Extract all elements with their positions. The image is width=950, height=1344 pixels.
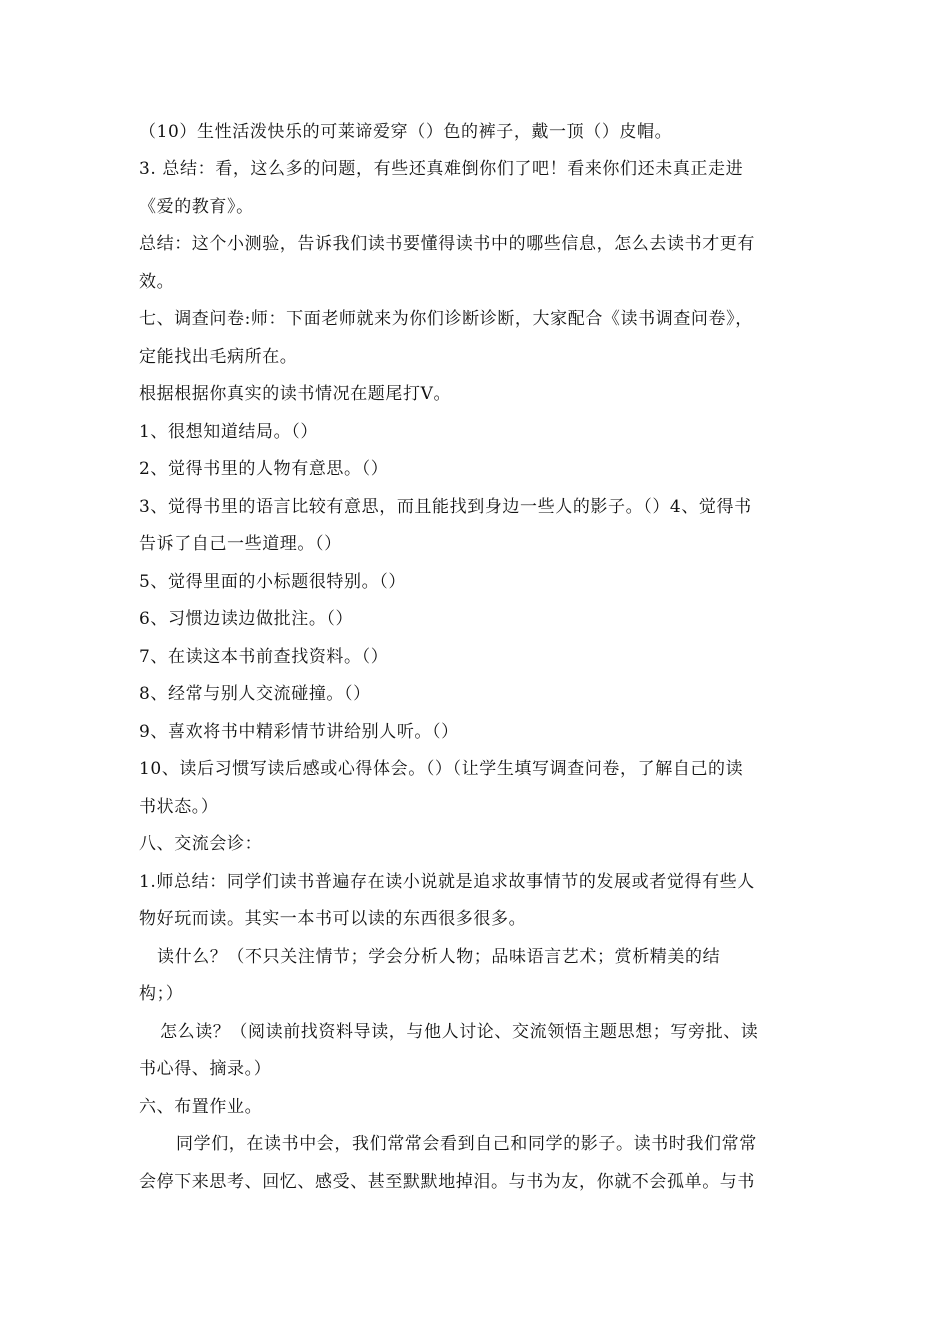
survey-item: 8、经常与别人交流碰撞。（） (139, 684, 371, 704)
instruction-line: 根据根据你真实的读书情况在题尾打V。 (139, 384, 452, 404)
survey-item: 6、习惯边读边做批注。（） (139, 609, 354, 629)
text-line: 构；） (139, 984, 184, 1004)
text-line: 书心得、摘录。） (139, 1059, 272, 1079)
paragraph-line: 会停下来思考、回忆、感受、甚至默默地掉泪。与书为友，你就不会孤单。与书 (139, 1172, 755, 1192)
text-line: 总结：这个小测验，告诉我们读书要懂得读书中的哪些信息，怎么去读书才更有 (139, 234, 755, 254)
text-line: 怎么读？（阅读前找资料导读，与他人讨论、交流领悟主题思想；写旁批、读 (160, 1022, 759, 1042)
survey-item: 1、很想知道结局。（） (139, 422, 318, 442)
text-line: 定能找出毛病所在。 (139, 347, 298, 367)
survey-item: 3、觉得书里的语言比较有意思，而且能找到身边一些人的影子。（）4、觉得书 (139, 497, 752, 517)
text-line: 效。 (139, 272, 175, 292)
survey-item: 告诉了自己一些道理。（） (139, 534, 342, 554)
text-line: 3. 总结：看，这么多的问题，有些还真难倒你们了吧！看来你们还未真正走进 (139, 159, 744, 179)
text-line: 《爱的教育》。 (139, 197, 254, 217)
text-line: 1.师总结：同学们读书普遍存在读小说就是追求故事情节的发展或者觉得有些人 (139, 872, 755, 892)
text-line: （10）生性活泼快乐的可莱谛爱穿（）色的裤子，戴一顶（）皮帽。 (139, 122, 673, 142)
text-line: 读什么？（不只关注情节；学会分析人物；品味语言艺术；赏析精美的结 (157, 947, 721, 967)
survey-item: 5、觉得里面的小标题很特别。（） (139, 572, 406, 592)
text-line: 物好玩而读。其实一本书可以读的东西很多很多。 (139, 909, 527, 929)
survey-item: 7、在读这本书前查找资料。（） (139, 647, 389, 667)
section-heading: 七、调查问卷:师：下面老师就来为你们诊断诊断，大家配合《读书调查问卷》， (139, 309, 753, 329)
survey-item: 9、喜欢将书中精彩情节讲给别人听。（） (139, 722, 459, 742)
section-heading: 八、交流会诊： (139, 834, 263, 854)
text-line: 书状态。） (139, 797, 219, 817)
section-heading: 六、布置作业。 (139, 1097, 263, 1117)
survey-item: 2、觉得书里的人物有意思。（） (139, 459, 389, 479)
paragraph-line: 同学们，在读书中会，我们常常会看到自己和同学的影子。读书时我们常常 (176, 1134, 757, 1154)
survey-item: 10、读后习惯写读后感或心得体会。（）（让学生填写调查问卷，了解自己的读 (139, 759, 744, 779)
